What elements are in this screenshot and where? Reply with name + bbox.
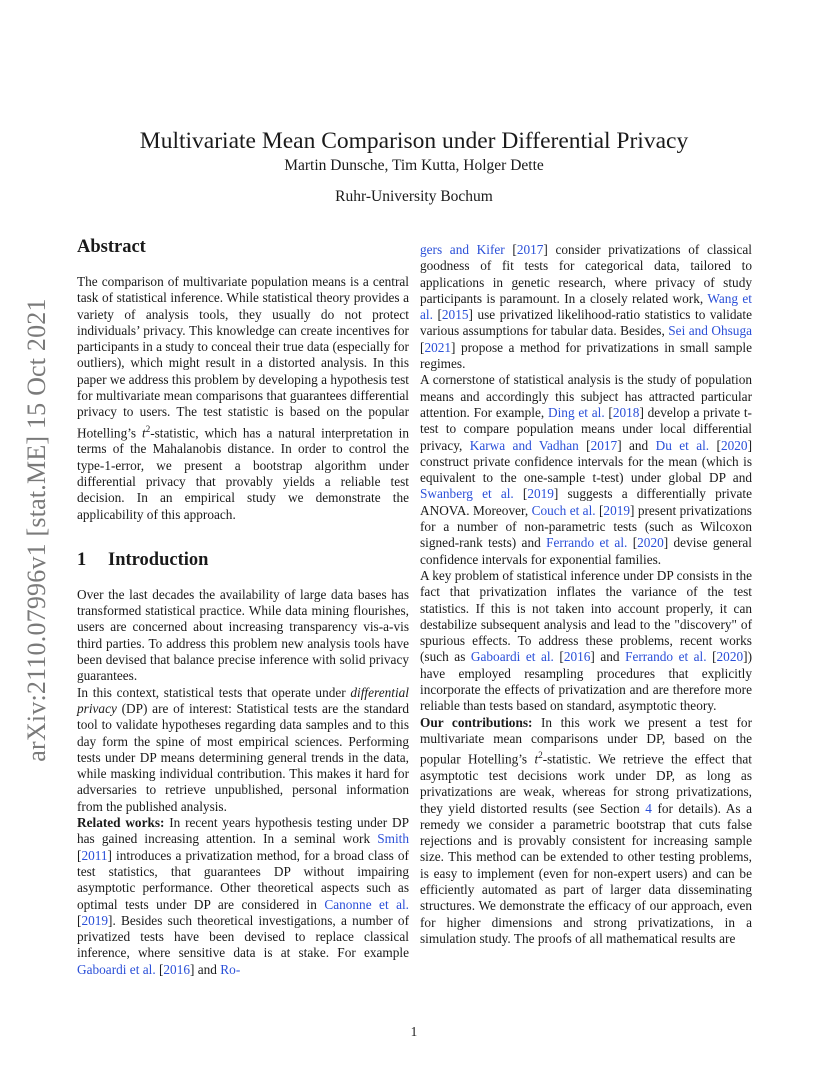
citation-year-link[interactable]: 2017 xyxy=(516,242,544,257)
paper-title: Multivariate Mean Comparison under Differential Privacy xyxy=(139,127,689,154)
section-heading-introduction: 1 Introduction xyxy=(77,549,209,570)
citation-year-link[interactable]: 2017 xyxy=(590,437,618,453)
citation-year-link[interactable]: 2019 xyxy=(603,502,631,518)
citation-link[interactable]: Smith xyxy=(377,831,409,847)
citation-link[interactable]: Du et al. xyxy=(655,437,710,453)
arxiv-sidebar xyxy=(14,285,60,775)
right-column xyxy=(420,242,752,947)
population-means-paragraph: A cornerstone of statistical analysis is the study of population means and accordingly this subject has attracted particular attention. For example, Ding et al. [2018] develop a private t-test to compare population means under local differential privacy, Karwa and Vadhan [2017] and Du et al. [2020] construct private confidence intervals for the mean (which is equivalent to the one-sample t-test) under global DP and Swanberg et al. [2019] suggests a differentially private ANOVA. Moreover, Couch et al. [2019] present privatizations for a number of non-parametric tests (such as Wilcoxon signed-rank tests) and Ferrando et al. [2020] devise general confidence intervals for exponential families. xyxy=(420,372,752,567)
related-works-paragraph: Related works: In recent years hypothesis testing under DP has gained increasing attention. In a seminal work Smith [2011] introduces a privatization method, for a broad class of test statistics, that guarantees DP without impairing asymptotic performance. Other theoretical aspects such as optimal tests under DP are considered in Canonne et al. [2019]. Besides such theoretical investigations, a number of privatized tests have been devised to replace classical inference, where sensitive data is at stake. For example Gaboardi et al. [2016] and Ro- xyxy=(77,815,409,977)
related-works-continued: gers and Kifer [2017] consider privatizations of classical goodness of fit tests for categorical data, tailored to applications in genetic research, where privacy of study participants is paramount. In a closely related work, Wang et al. [2015] use privatized likelihood-ratio statistics to validate various assumptions for tabular data. Besides, Sei and Ohsuga [2021] propose a method for privatizations in small sample regimes. xyxy=(420,242,753,372)
left-column xyxy=(77,236,409,978)
page-number: 1 xyxy=(410,1024,418,1039)
citation-year-link[interactable]: 2018 xyxy=(612,404,640,420)
citation-year-link[interactable]: 2019 xyxy=(527,486,554,502)
citation-year-link[interactable]: 2020 xyxy=(637,535,664,551)
contributions-paragraph: Our contributions: In this work we present a test for multivariate mean comparisons under DP, based on the popular Hotelling’s $t^2$-statistic. We retrieve the effect that asymptotic test decisions work under DP, as long as privatizations are weak, whereas for strong privatizations, they yield distorted results (see Section 4 for details). As a remedy we consider a parametric bootstrap that cuts false rejections and is provably consistent for increasing sample size. This method can be extended to other testing problems, is easy to implement (even for non-expert users) and can be efficiently automated as part of larger data disseminating structures. We demonstrate the efficacy of our approach, even for higher dimensions and strong privatizations, in a simulation study. The proofs of all mathematical results are xyxy=(420,714,752,946)
citation-link[interactable]: Swanberg et al. xyxy=(420,486,514,502)
citation-year-link[interactable]: 2015 xyxy=(441,307,469,323)
citation-link[interactable]: Gaboardi et al. xyxy=(470,649,554,665)
intro-paragraph-1: Over the last decades the availability of large data bases has transformed statistical practice. While data mining flourishes, users are concerned about increasing transparency vis-a-vis third parties. To address this problem new analysis tools have been devised that balance precise inference with solid privacy guarantees. xyxy=(77,586,409,684)
affiliation: Ruhr-University Bochum xyxy=(335,188,493,205)
citation-year-link[interactable]: 2021 xyxy=(424,339,452,355)
citation-link[interactable]: Ferrando et al. xyxy=(546,535,628,551)
related-works-label: Related works: xyxy=(77,815,165,831)
citation-year-link[interactable]: 2016 xyxy=(163,961,190,977)
citation-link[interactable]: Wang et al. xyxy=(420,290,753,323)
abstract-heading: Abstract xyxy=(77,237,146,257)
citation-link[interactable]: Canonne et al. xyxy=(324,896,409,912)
citation-link[interactable]: Gaboardi et al. xyxy=(77,961,156,977)
abstract-text: The comparison of multivariate population means is a central task of statistical inference. While statistical theory provides a variety of analysis tools, they usually do not protect individuals’ privacy. This knowledge can create incentives for participants in a study to conceal their true data (especially for outliers), which might result in a distorted analysis. In this paper we address this problem by developing a hypothesis test for multivariate mean comparisons that guarantees differential privacy to users. The test statistic is based on the popular Hotelling’s $t^2$-statistic, which has a natural interpretation in terms of the Mahalanobis distance. In order to control the type-1-error, we present a bootstrap algorithm under differential privacy that provably yields a reliable test decision. In an empirical study we demonstrate the applicability of this approach. xyxy=(77,274,409,522)
key-problem-paragraph: A key problem of statistical inference under DP consists in the fact that privatization inflates the variance of the test statistics. If this is not taken into account properly, it can destabilize subsequent analysis and lead to the "discovery" of spurious effects. To address these problems, recent works (such as Gaboardi et al. [2016] and Ferrando et al. [2020]) have employed resampling procedures that explicitly incorporate the effects of privatization and are therefore more reliable than tests based on standard, asymptotic theory. xyxy=(420,567,752,714)
arxiv-identifier: arXiv:2110.07996v1 [stat.ME] 15 Oct 2021 xyxy=(22,298,51,762)
author-list: Martin Dunsche, Tim Kutta, Holger Dette xyxy=(284,157,544,174)
citation-link[interactable]: Couch et al. xyxy=(531,502,596,518)
citation-link[interactable]: Ferrando et al. xyxy=(625,649,707,665)
citation-year-link[interactable]: 2011 xyxy=(81,847,108,863)
citation-year-link[interactable]: 2019 xyxy=(81,912,109,928)
citation-link-split[interactable]: gers and Kifer xyxy=(420,242,505,257)
section-reference-link[interactable]: 4 xyxy=(645,800,652,816)
citation-year-link[interactable]: 2020 xyxy=(720,437,748,453)
citation-link[interactable]: Ding et al. xyxy=(548,404,605,420)
citation-link[interactable]: Karwa and Vadhan xyxy=(469,437,579,453)
intro-paragraph-2: In this context, statistical tests that operate under differential privacy (DP) are of interest: Statistical tests are the standard tool to validate hypotheses regarding data samples and to this day form the spine of most empirical sciences. Performing tests under DP means determining general trends in the data, while masking individual contribution. This makes it hard for adversaries to retrieve unpublished, personal information from the published analysis. xyxy=(77,684,409,814)
citation-year-link[interactable]: 2020 xyxy=(716,649,744,665)
citation-year-link[interactable]: 2016 xyxy=(563,649,591,665)
citation-link-split[interactable]: Ro- xyxy=(220,961,241,977)
contributions-label: Our contributions: xyxy=(420,714,533,730)
citation-link[interactable]: Sei and Ohsuga xyxy=(668,323,753,339)
